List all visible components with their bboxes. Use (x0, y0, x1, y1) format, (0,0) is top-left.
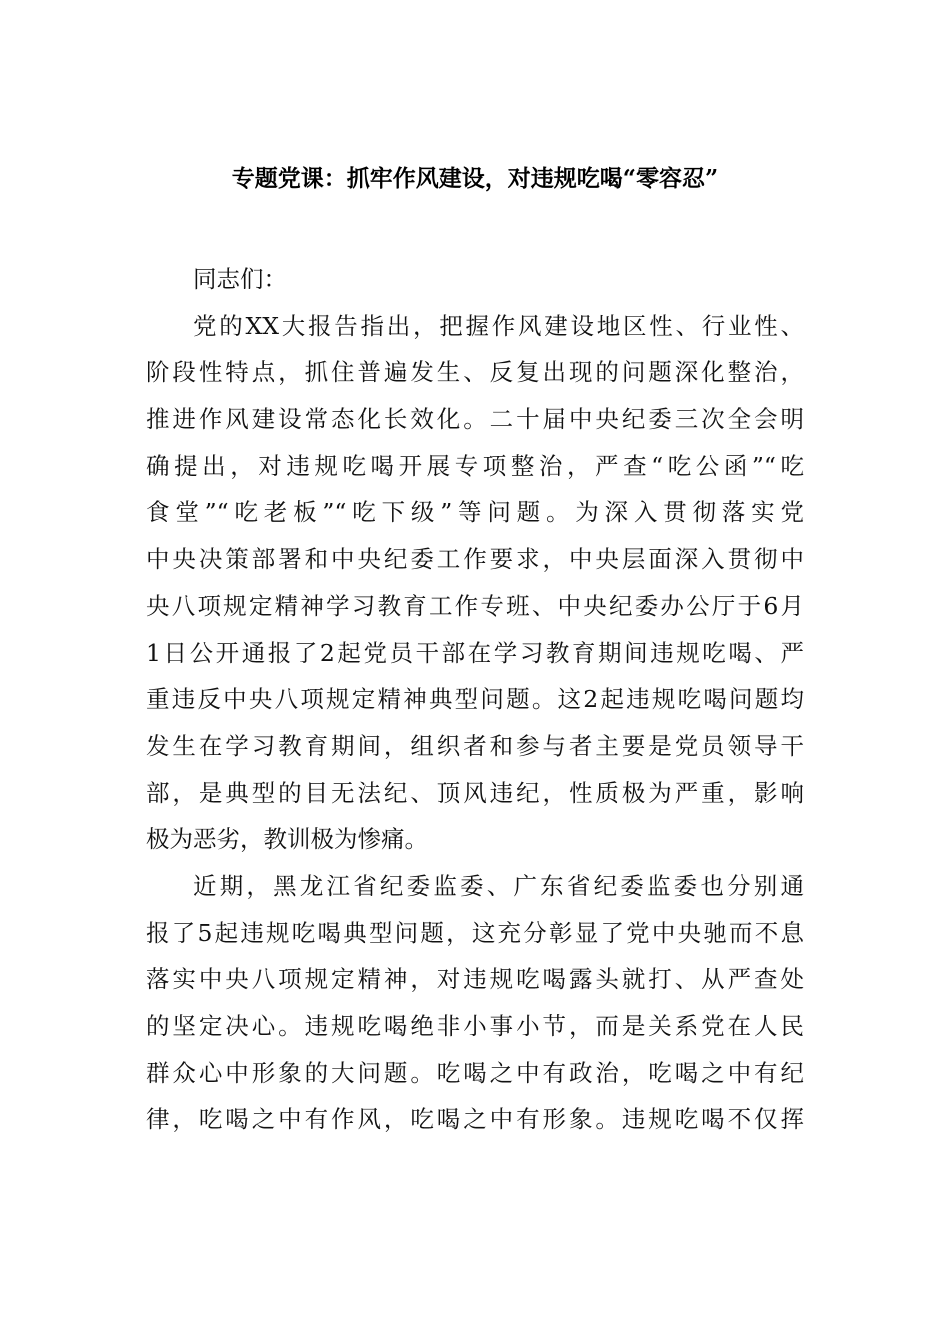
paragraph-line: 央八项规定精神学习教育工作专班、中央纪委办公厅于6月 (146, 591, 804, 620)
paragraph-line: 推进作风建设常态化长效化。二十届中央纪委三次全会明 (146, 405, 804, 434)
paragraph-2 (146, 863, 804, 1143)
paragraph-line: 发生在学习教育期间，组织者和参与者主要是党员领导干 (146, 731, 804, 760)
paragraph-line: 极为恶劣，教训极为惨痛。 (146, 825, 428, 854)
paragraph-line: 群众心中形象的大问题。吃喝之中有政治，吃喝之中有纪 (146, 1058, 804, 1087)
paragraph-line: 确提出，对违规吃喝开展专项整治，严查“吃公函”“吃 (146, 451, 804, 480)
paragraph-line: 中央决策部署和中央纪委工作要求，中央层面深入贯彻中 (146, 545, 804, 574)
paragraph-line: 律，吃喝之中有作风，吃喝之中有形象。违规吃喝不仅挥 (146, 1105, 804, 1134)
document-body (146, 256, 804, 1143)
paragraph-line: 食堂”“吃老板”“吃下级”等问题。为深入贯彻落实党 (146, 498, 804, 527)
paragraph-line: 的坚定决心。违规吃喝绝非小事小节，而是关系党在人民 (146, 1012, 804, 1040)
paragraph-line: 1日公开通报了2起党员干部在学习教育期间违规吃喝、严 (146, 638, 804, 667)
paragraph-line: 落实中央八项规定精神，对违规吃喝露头就打、从严查处 (146, 965, 804, 994)
paragraph-line: 近期，黑龙江省纪委监委、广东省纪委监委也分别通 (193, 871, 804, 900)
paragraph-line: 阶段性特点，抓住普遍发生、反复出现的问题深化整治， (146, 358, 804, 387)
paragraph-line: 部，是典型的目无法纪、顶风违纪，性质极为严重，影响 (146, 778, 804, 807)
document-title: 专题党课：抓牢作风建设，对违规吃喝“零容忍” (231, 165, 719, 192)
paragraph-line: 重违反中央八项规定精神典型问题。这2起违规吃喝问题均 (146, 685, 804, 714)
paragraph-1 (146, 303, 804, 863)
paragraph-line: 报了5起违规吃喝典型问题，这充分彰显了党中央驰而不息 (146, 918, 804, 947)
paragraph-line: 党的XX大报告指出，把握作风建设地区性、行业性、 (193, 311, 804, 340)
salutation: 同志们： (193, 265, 287, 293)
